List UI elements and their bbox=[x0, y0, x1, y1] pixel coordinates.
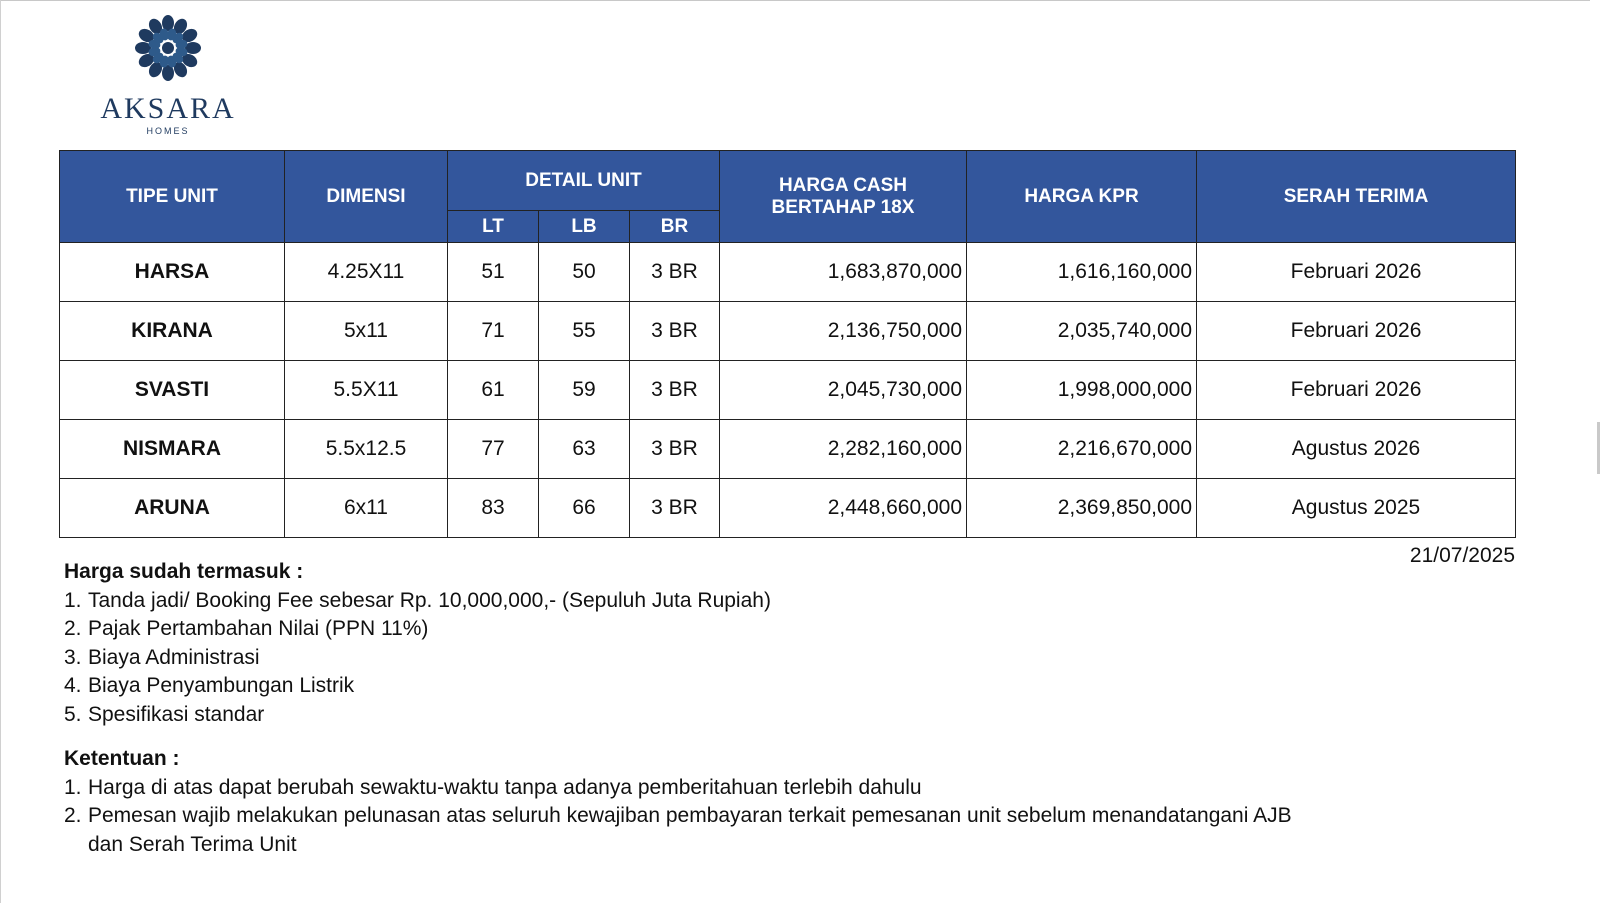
list-item: 1. Harga di atas dapat berubah sewaktu-waktu tanpa adanya pemberitahuan terlebih dahulu bbox=[64, 775, 922, 799]
included-title: Harga sudah termasuk : bbox=[64, 560, 304, 583]
cell-dimensi: 5x11 bbox=[285, 302, 448, 361]
cell-br: 3 BR bbox=[630, 243, 720, 302]
cell-serah-terima: Februari 2026 bbox=[1197, 243, 1516, 302]
cell-lt: 77 bbox=[448, 420, 539, 479]
cell-harga-cash: 1,683,870,000 bbox=[720, 243, 967, 302]
header-harga-kpr: HARGA KPR bbox=[967, 151, 1197, 243]
brand-name: AKSARA bbox=[100, 92, 236, 125]
cell-lt: 51 bbox=[448, 243, 539, 302]
table-row bbox=[60, 479, 1516, 538]
cell-dimensi: 4.25X11 bbox=[285, 243, 448, 302]
table-row bbox=[60, 302, 1516, 361]
price-date: 21/07/2025 bbox=[1409, 544, 1515, 567]
list-item: 1. Tanda jadi/ Booking Fee sebesar Rp. 10,000,000,- (Sepuluh Juta Rupiah) bbox=[64, 588, 771, 612]
terms-section bbox=[64, 745, 1292, 859]
cell-br: 3 BR bbox=[630, 479, 720, 538]
cell-tipe-unit: NISMARA bbox=[60, 420, 285, 479]
cell-br: 3 BR bbox=[630, 420, 720, 479]
cell-harga-kpr: 1,616,160,000 bbox=[967, 243, 1197, 302]
table-row bbox=[60, 243, 1516, 302]
list-item: 4. Biaya Penyambungan Listrik bbox=[64, 674, 355, 697]
header-tipe-unit: TIPE UNIT bbox=[60, 151, 285, 243]
list-item: 2. Pemesan wajib melakukan pelunasan atas seluruh kewajiban pembayaran terkait pemesanan unit sebelum menandatangani AJB dan Serah Terima Unit bbox=[64, 804, 1292, 856]
included-section bbox=[64, 558, 771, 729]
list-item: 3. Biaya Administrasi bbox=[64, 645, 260, 669]
cell-harga-cash: 2,136,750,000 bbox=[720, 302, 967, 361]
cell-serah-terima: Agustus 2026 bbox=[1197, 420, 1516, 479]
header-detail-unit: DETAIL UNIT bbox=[448, 151, 720, 211]
flower-logo-icon bbox=[132, 12, 204, 84]
brand-subtitle: HOMES bbox=[146, 126, 190, 136]
cell-lb: 50 bbox=[539, 243, 630, 302]
cell-harga-kpr: 1,998,000,000 bbox=[967, 361, 1197, 420]
cell-lt: 83 bbox=[448, 479, 539, 538]
cell-dimensi: 5.5x12.5 bbox=[285, 420, 448, 479]
cell-serah-terima: Februari 2026 bbox=[1197, 302, 1516, 361]
list-item: 2. Pajak Pertambahan Nilai (PPN 11%) bbox=[64, 617, 429, 640]
cell-tipe-unit: SVASTI bbox=[60, 361, 285, 420]
cell-br: 3 BR bbox=[630, 361, 720, 420]
cell-lb: 55 bbox=[539, 302, 630, 361]
cell-serah-terima: Februari 2026 bbox=[1197, 361, 1516, 420]
cell-lt: 61 bbox=[448, 361, 539, 420]
cell-lb: 63 bbox=[539, 420, 630, 479]
cell-dimensi: 5.5X11 bbox=[285, 361, 448, 420]
table-row bbox=[60, 361, 1516, 420]
cell-br: 3 BR bbox=[630, 302, 720, 361]
page-top-border bbox=[0, 0, 1590, 1]
header-br: BR bbox=[630, 211, 720, 243]
cell-harga-cash: 2,045,730,000 bbox=[720, 361, 967, 420]
cell-lb: 59 bbox=[539, 361, 630, 420]
header-lt: LT bbox=[448, 211, 539, 243]
price-table bbox=[59, 150, 1516, 538]
header-serah-terima: SERAH TERIMA bbox=[1197, 151, 1516, 243]
list-item: 5. Spesifikasi standar bbox=[64, 702, 265, 726]
page-left-border bbox=[0, 0, 1, 903]
cell-lb: 66 bbox=[539, 479, 630, 538]
included-list bbox=[64, 587, 771, 730]
header-harga-cash bbox=[720, 151, 967, 243]
cell-harga-kpr: 2,216,670,000 bbox=[967, 420, 1197, 479]
header-harga-cash-line2: BERTAHAP 18X bbox=[771, 196, 915, 218]
terms-list bbox=[64, 774, 1292, 860]
header-dimensi: DIMENSI bbox=[285, 151, 448, 243]
cell-harga-kpr: 2,369,850,000 bbox=[967, 479, 1197, 538]
cell-tipe-unit: HARSA bbox=[60, 243, 285, 302]
cell-harga-cash: 2,282,160,000 bbox=[720, 420, 967, 479]
cell-lt: 71 bbox=[448, 302, 539, 361]
cell-harga-kpr: 2,035,740,000 bbox=[967, 302, 1197, 361]
cell-dimensi: 6x11 bbox=[285, 479, 448, 538]
cell-harga-cash: 2,448,660,000 bbox=[720, 479, 967, 538]
header-harga-cash-line1: HARGA CASH bbox=[778, 174, 908, 196]
aksara-logo bbox=[98, 12, 238, 140]
cell-tipe-unit: ARUNA bbox=[60, 479, 285, 538]
cell-serah-terima: Agustus 2025 bbox=[1197, 479, 1516, 538]
table-row bbox=[60, 420, 1516, 479]
cell-tipe-unit: KIRANA bbox=[60, 302, 285, 361]
header-lb: LB bbox=[539, 211, 630, 243]
terms-title: Ketentuan : bbox=[64, 747, 180, 770]
